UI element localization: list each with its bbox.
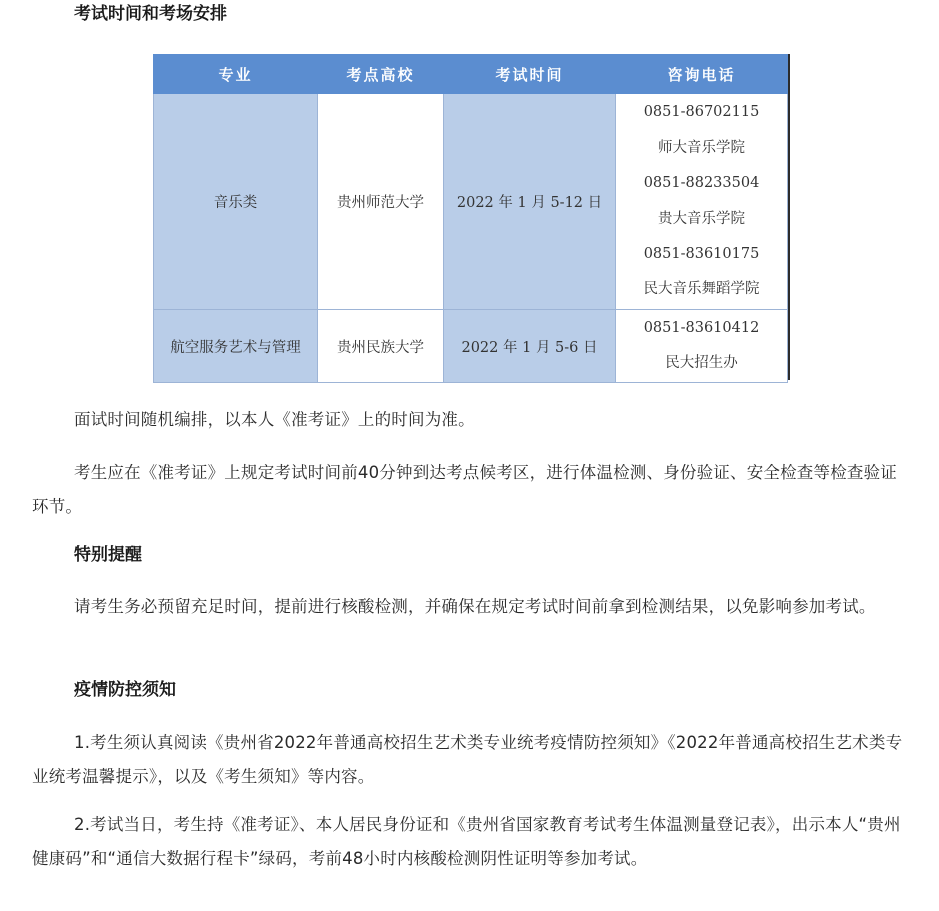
contact-line: 民大音乐舞蹈学院 <box>643 281 760 298</box>
header-major: 专业 <box>154 55 318 94</box>
contact-line: 0851-88233504 <box>643 175 760 192</box>
contact-line: 0851-86702115 <box>643 104 760 121</box>
section-heading-epidemic-prevention: 疫情防控须知 <box>74 680 176 700</box>
table-row <box>154 94 788 310</box>
contact-line: 民大招生办 <box>665 355 738 371</box>
table-row <box>154 310 788 383</box>
cell-contacts <box>616 310 788 383</box>
cell-school: 贵州师范大学 <box>318 94 444 310</box>
cell-time: 2022 年 1 月 5-12 日 <box>444 94 616 310</box>
header-school: 考点高校 <box>318 55 444 94</box>
header-exam-time: 考试时间 <box>444 55 616 94</box>
cell-major: 航空服务艺术与管理 <box>154 310 318 383</box>
paragraph-arrival-requirement: 考生应在《准考证》上规定考试时间前40分钟到达考点候考区，进行体温检测、身份验证、安全检查等检查验证环节。 <box>32 463 897 516</box>
section-heading-special-reminder: 特别提醒 <box>74 545 142 565</box>
paragraph-notice-1: 1.考生须认真阅读《贵州省2022年普通高校招生艺术类专业统考疫情防控须知》《2022年普通高校招生艺术类专业统考温馨提示》，以及《考生须知》等内容。 <box>32 733 903 786</box>
cell-major: 音乐类 <box>154 94 318 310</box>
paragraph-notice-2: 2.考试当日，考生持《准考证》、本人居民身份证和《贵州省国家教育考试考生体温测量登记表》，出示本人“贵州健康码”和“通信大数据行程卡”绿码，考前48小时内核酸检测阴性证明等参加考试。 <box>32 815 901 868</box>
section-heading-exam-schedule: 考试时间和考场安排 <box>74 4 227 24</box>
contact-line: 贵大音乐学院 <box>658 210 745 227</box>
exam-schedule-table <box>153 54 788 383</box>
contact-line: 0851-83610175 <box>643 245 760 262</box>
contact-line: 师大音乐学院 <box>658 139 745 156</box>
cell-time: 2022 年 1 月 5-6 日 <box>444 310 616 383</box>
header-phone: 咨询电话 <box>616 55 788 94</box>
paragraph-interview-time: 面试时间随机编排，以本人《准考证》上的时间为准。 <box>74 410 475 429</box>
exam-schedule-table-image <box>153 54 790 380</box>
table-header-row <box>154 55 788 94</box>
contact-line: 0851-83610412 <box>643 319 760 336</box>
cell-school: 贵州民族大学 <box>318 310 444 383</box>
cell-contacts <box>616 94 788 310</box>
paragraph-nucleic-test: 请考生务必预留充足时间，提前进行核酸检测，并确保在规定考试时间前拿到检测结果，以免影响参加考试。 <box>74 597 876 616</box>
